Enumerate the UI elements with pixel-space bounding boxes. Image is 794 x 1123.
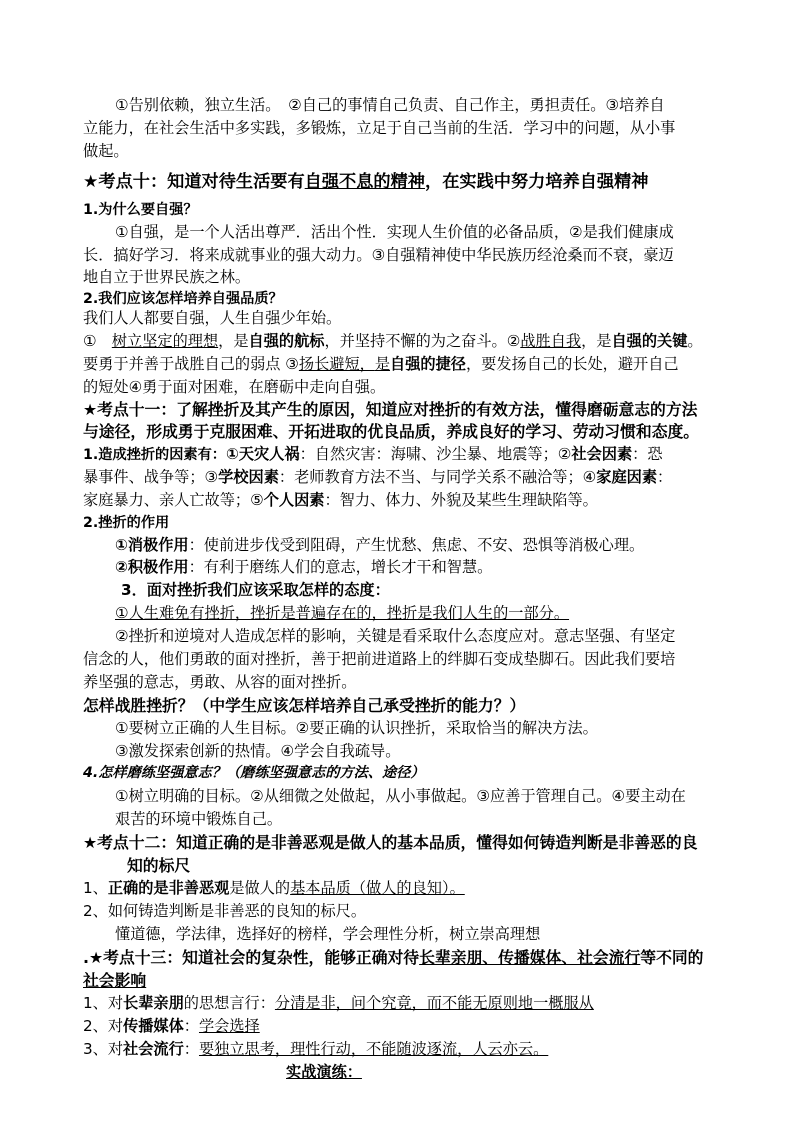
section-heading-13-line-1: .★考点十三：知道社会的复杂性，能够正确对待长辈亲朋、传播媒体、社会流行等不同的 (83, 948, 704, 967)
section-heading-13-line-2: 社会影响 (83, 971, 147, 990)
section-heading-10: ★考点十：知道对待生活要有自强不息的精神，在实践中努力培养自强精神 (83, 172, 649, 192)
q2-line-4: 的短处④勇于面对困难，在磨砺中走向自强。 (83, 378, 386, 396)
q2-line-1: 我们人人都要自强，人生自强少年始。 (83, 309, 342, 327)
effects-line-1: ①消极作用：使前进步伐受到阻碍，产生忧愁、焦虑、不安、恐惧等消极心理。 (115, 536, 645, 554)
overcome-line-2: ③激发探索创新的热情。④学会自我疏导。 (115, 742, 401, 760)
overcome-line-1: ①要树立正确的人生目标。②要正确的认识挫折，采取恰当的解决方法。 (115, 719, 598, 737)
k13-item-1: 1、对长辈亲朋的思想言行：分清是非，问个究竟，而不能无原则地一概服从 (83, 994, 594, 1012)
section-heading-12-line-1: ★考点十二：知道正确的是非善恶观是做人的基本品质，懂得如何铸造判断是非善恶的良 (83, 833, 698, 852)
will-line-1: ①树立明确的目标。②从细微之处做起，从小事做起。③应善于管理自己。④要主动在 (115, 787, 686, 805)
causes-line-1: 1.造成挫折的因素有：①天灾人祸：自然灾害：海啸、沙尘暴、地震等；②社会因素：恐 (83, 445, 663, 463)
q1-line-1: ①自强，是一个人活出尊严．活出个性．实现人生价值的必备品质，②是我们健康成 (115, 223, 674, 241)
intro-line-3: 做起。 (83, 142, 129, 160)
q2-line-3: 要勇于并善于战胜自己的弱点 ③扬长避短，是自强的捷径，要发扬自己的长处，避开自己 (83, 355, 679, 373)
k13-item-3: 3、对社会流行：要独立思考，理性行动，不能随波逐流，人云亦云。 (83, 1040, 549, 1058)
question-title-2: 2.我们应该怎样培养自强品质？ (83, 291, 283, 307)
q1-line-3: 地自立于世界民族之林。 (83, 268, 251, 286)
k12-item-2: 2、如何铸造判断是非善恶的良知的标尺。 (83, 902, 367, 920)
intro-line-2: 立能力，在社会生活中多实践，多锻炼，立足于自己当前的生活．学习中的问题，从小事 (83, 119, 676, 137)
causes-line-3: 家庭暴力、亲人亡故等；⑤个人因素：智力、体力、外貌及某些生理缺陷等。 (83, 491, 598, 509)
effects-line-2: ②积极作用：有利于磨练人们的意志，增长才干和智慧。 (115, 558, 493, 576)
practice-heading: 实战演练： (286, 1063, 362, 1081)
attitude-line-3: 信念的人，他们勇敢的面对挫折，善于把前进道路上的绊脚石变成垫脚石。因此我们要培 (83, 650, 676, 668)
section-heading-11-line-1: ★考点十一：了解挫折及其产生的原因，知道应对挫折的有效方法，懂得磨砺意志的方法 (83, 400, 698, 419)
attitude-line-1: ①人生难免有挫折，挫折是普遍存在的，挫折是我们人生的一部分。 (115, 604, 570, 622)
q2-line-2: ① 树立坚定的理想，是自强的航标，并坚持不懈的为之奋斗。②战胜自我，是自强的关键。 (83, 332, 703, 350)
causes-line-2: 暴事件、战争等；③学校因素：老师教育方法不当、与同学关系不融洽等；④家庭因素： (83, 468, 673, 486)
overcome-title: 怎样战胜挫折？（中学生应该怎样培养自己承受挫折的能力？） (83, 696, 526, 715)
will-title: 4.怎样磨练坚强意志？（磨练坚强意志的方法、途径） (83, 765, 425, 781)
attitude-line-4: 养坚强的意志，勇敢、从容的面对挫折。 (83, 673, 357, 691)
k12-item-1: 1、正确的是非善恶观是做人的基本品质（做人的良知）。 (83, 879, 465, 897)
will-line-2: 艰苦的环境中锻炼自己。 (115, 810, 283, 828)
q1-line-2: 长．搞好学习．将来成就事业的强大动力。③自强精神使中华民族历经沧桑而不衰，豪迈 (83, 246, 674, 264)
k13-item-2: 2、对传播媒体：学会选择 (83, 1017, 260, 1035)
k12-item-3: 懂道德，学法律，选择好的榜样，学会理性分析，树立崇高理想 (115, 925, 541, 943)
question-title-1: 1.为什么要自强？ (83, 202, 198, 218)
section-heading-11-line-2: 与途径，形成勇于克服困难、开拓进取的优良品质，养成良好的学习、劳动习惯和态度。 (83, 422, 700, 441)
attitude-title: 3．面对挫折我们应该采取怎样的态度： (121, 581, 390, 599)
effects-title: 2.挫折的作用 (83, 515, 170, 531)
attitude-line-2: ②挫折和逆境对人造成怎样的影响，关键是看采取什么态度应对。意志坚强、有坚定 (115, 627, 676, 645)
intro-line-1: ①告别依赖，独立生活。 ②自己的事情自己负责、自己作主，勇担责任。③培养自 (115, 96, 665, 114)
section-heading-12-line-2: 知的标尺 (127, 856, 191, 875)
